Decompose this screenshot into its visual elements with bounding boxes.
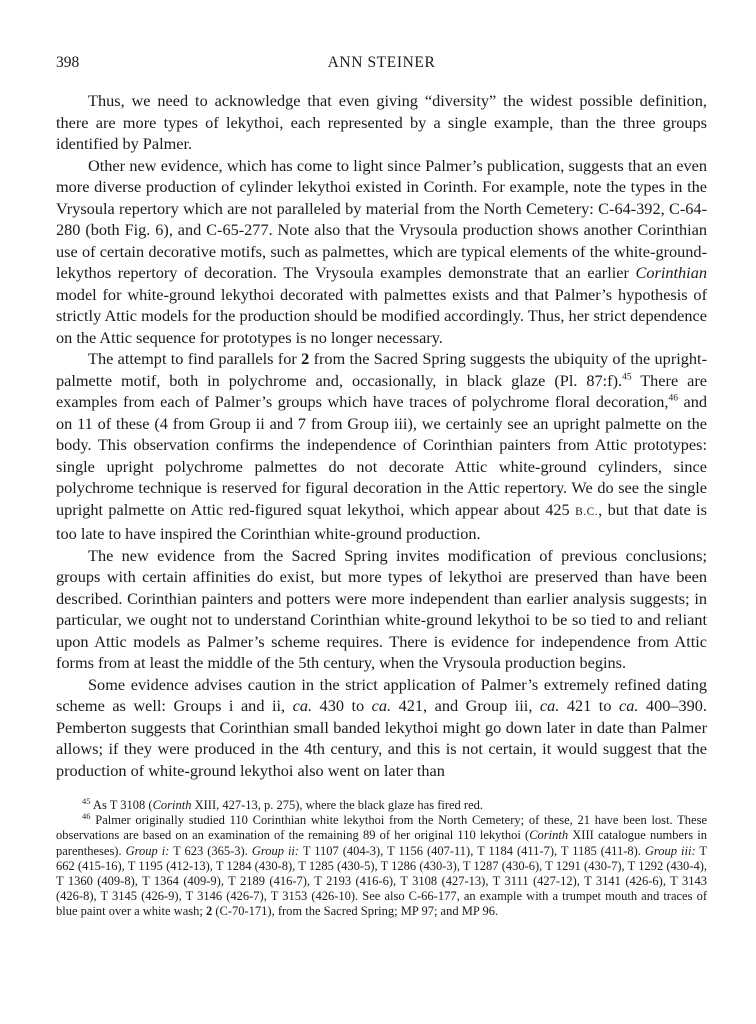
text-run: (C-70-171), from the Sacred Spring; MP 97; and MP 96. [212, 904, 499, 919]
paragraph-5 [56, 674, 707, 782]
paragraph-1: Thus, we need to acknowledge that even giving “diversity” the widest possible definition, there are more types of lekythoi, each represented by a single example, than the three groups identified by Palmer. [56, 91, 707, 153]
text-run: 400–390. Pemberton suggests that Corinthian small banded lekythoi might go down later in date than Palmer allows; if they were produced in the 4th century, and this is not certain, it would suggest that the production of white-ground lekythoi also went on later than [56, 696, 707, 780]
group-label: Group iii: [644, 843, 696, 858]
footnotes [56, 795, 707, 920]
text-run: The attempt to find parallels for [88, 349, 302, 368]
paragraph-3 [56, 348, 707, 545]
text-run: XIII catalogue numbers in parentheses). [56, 828, 707, 858]
catalogue-number: 2 [205, 904, 213, 919]
footnote-number: 45 [82, 795, 91, 806]
text-run: XIII, 427-13, p. 275), where the black glaze has fired red. [191, 798, 484, 812]
italic-title: Corinth [529, 828, 569, 843]
footnote-ref-45[interactable]: 45 [622, 372, 632, 383]
catalogue-number: 2 [301, 349, 310, 368]
running-head-author: ANN STEINER [327, 54, 436, 71]
footnote-46 [56, 813, 707, 919]
text-run: There are examples from each of Palmer’s groups which have traces of polychrome floral decoration, [56, 370, 707, 411]
italic-term: Corinthian [635, 263, 707, 282]
paragraph-2 [56, 155, 707, 349]
text-run: model for white-ground lekythoi decorated with palmettes exists and that Palmer’s hypothesis of strictly Attic models for the production should be modified accordingly. Thus, her strict dependence on the Attic sequence for prototypes is no longer necessary. [56, 284, 707, 347]
italic-title: Corinth [152, 798, 192, 812]
text-run: Palmer originally studied 110 Corinthian white lekythoi from the North Cemetery; of these, 21 have been lost. These observations are based on an examination of the remaining 89 of her original 110 lekythoi ( [56, 813, 707, 843]
text-run: T 623 (365-3). [169, 843, 252, 858]
footnote-number: 46 [82, 811, 91, 822]
text-run: from the Sacred Spring suggests the ubiquity of the upright-palmette motif, both in polychrome and, occasionally, in black glaze (Pl. 87:f). [56, 349, 707, 390]
group-label: Group i: [125, 843, 170, 858]
era-abbreviation: B.C. [575, 505, 599, 518]
paragraph-4: The new evidence from the Sacred Spring invites modification of previous conclusions; groups with certain affinities do exist, but more types of lekythoi are preserved than have been described. Corinthian painters and potters were more independent than earlier analysis suggests; in particular, we ought not to understand Corinthian white-ground lekythoi to be so tied to and reliant upon Attic models as Palmer’s scheme requires. There is evidence for independence from Attic forms from at least the middle of the 5th century, when the Vrysoula production begins. [56, 545, 707, 672]
text-run: Some evidence advises caution in the strict application of Palmer’s extremely refined dating scheme as well: Groups i and ii, [56, 674, 707, 715]
text-run: T 662 (415-16), T 1195 (412-13), T 1284 (430-8), T 1285 (430-5), T 1286 (430-3), T 1287 (430-6), T 1291 (430-7), T 1292 (430-4), T 1360 (409-8), T 1364 (409-9), T 2189 (416-7), T 2193 (416-6), T 3108 (427-13), T 3111 (427-12), T 3141 (426-6), T 3143 (426-8), T 3145 (426-9), T 3146 (426-7), T 3153 (426-10). See also C-66-177, an example with a trumpet mouth and traces of blue paint over a white wash; [56, 843, 707, 919]
text-run: and on 11 of these (4 from Group ii and 7 from Group iii), we certainly see an upright palmette on the body. This observation confirms the independence of Corinthian painters from Attic prototypes: single upright polychrome palmettes do not decorate Attic white-ground cylinders, since polychrome technique is reserved for figural decoration in the Attic repertory. We do see the single upright palmette on Attic red-figured squat lekythoi, which appear about 425 [56, 392, 708, 519]
text-run: 421 to [559, 696, 619, 715]
text-run: 421, and Group iii, [391, 696, 540, 715]
text-run: Other new evidence, which has come to light since Palmer’s publication, suggests that an even more diverse production of cylinder lekythoi existed in Corinth. For example, note the types in the Vrysoula repertory which are not paralleled by material from the North Cemetery: C-64-392, C-64-280 (both Fig. 6), and C-65-277. Note also that the Vrysoula production shows another Corinthian use of certain decorative motifs, such as palmettes, which are typical elements of the white-ground-lekythos repertory of decoration. The Vrysoula examples demonstrate that an earlier [56, 155, 707, 282]
text-run: , but that date is too late to have inspired the Corinthian white-ground production. [56, 499, 707, 543]
text-run: 430 to [312, 696, 372, 715]
circa: ca. [371, 696, 392, 715]
text-run: T 1107 (404-3), T 1156 (407-11), T 1184 (411-7), T 1185 (411-8). [299, 843, 645, 858]
footnote-ref-46[interactable]: 46 [668, 393, 678, 404]
page-number: 398 [56, 54, 80, 71]
group-label: Group ii: [251, 843, 300, 858]
circa: ca. [618, 696, 639, 715]
footnote-45 [56, 795, 707, 813]
main-text [56, 90, 707, 781]
running-header [56, 54, 707, 76]
circa: ca. [292, 696, 313, 715]
circa: ca. [539, 696, 560, 715]
text-run: As T 3108 ( [90, 798, 153, 812]
